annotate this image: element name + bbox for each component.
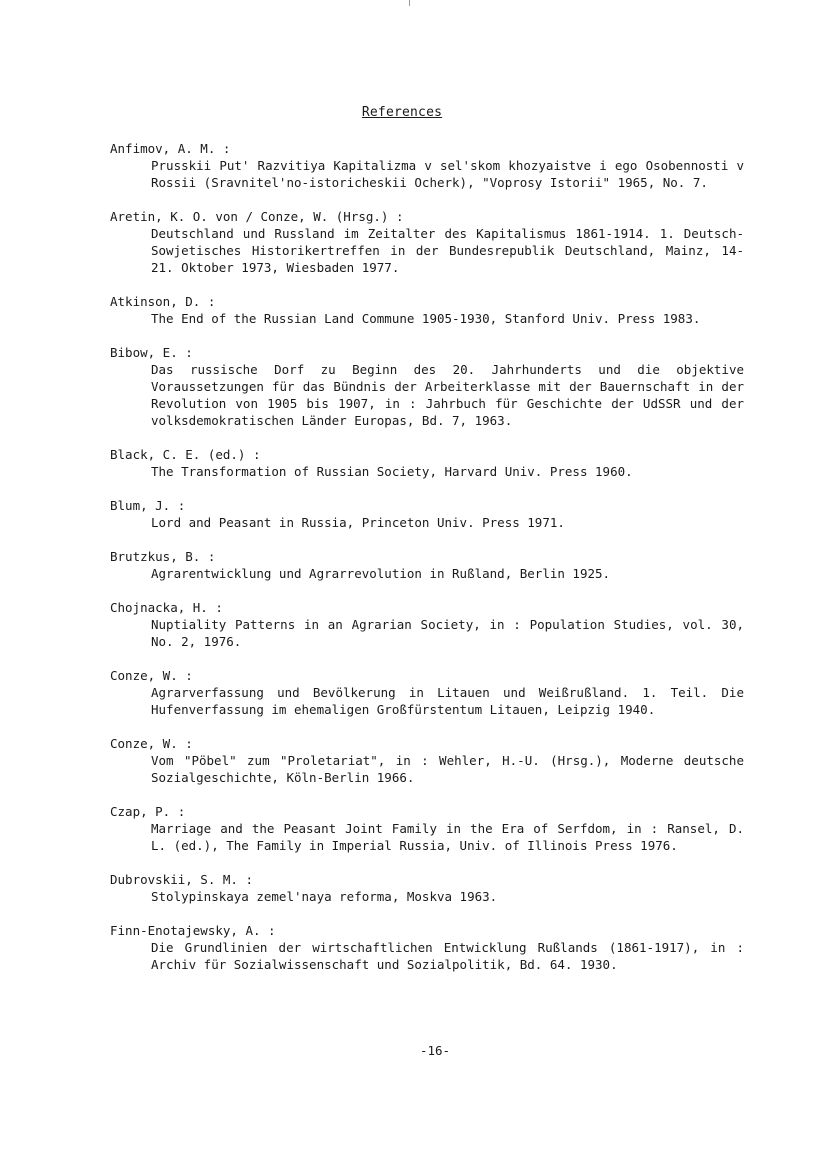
reference-entry	[110, 735, 744, 786]
reference-text: Agrarverfassung und Bevölkerung in Litauen und Weißrußland. 1. Teil. Die Hufenverfassung im ehemaligen Großfürstentum Litauen, Leipzig 1940.	[151, 685, 744, 717]
reference-author: Conze, W. :	[110, 736, 193, 751]
reference-entry	[110, 922, 744, 973]
reference-entry	[110, 293, 744, 327]
reference-text: Marriage and the Peasant Joint Family in the Era of Serfdom, in : Ransel, D. L. (ed.), The Family in Imperial Russia, Univ. of Illinois Press 1976.	[151, 821, 744, 853]
reference-author: Czap, P. :	[110, 804, 186, 819]
reference-author: Blum, J. :	[110, 498, 186, 513]
reference-text: Prusskii Put' Razvitiya Kapitalizma v sel'skom khozyaistve i ego Osobennosti v Rossii (Sravnitel'no-istoricheskii Ocherk), "Voprosy Istorii" 1965, No. 7.	[151, 158, 744, 190]
references-heading: References	[361, 105, 443, 120]
reference-text: The End of the Russian Land Commune 1905-1930, Stanford Univ. Press 1983.	[151, 311, 701, 326]
reference-entry	[110, 208, 744, 276]
reference-author: Bibow, E. :	[110, 345, 193, 360]
reference-entry	[110, 344, 744, 429]
reference-text: Das russische Dorf zu Beginn des 20. Jahrhunderts und die objektive Voraussetzungen für das Bündnis der Arbeiterklasse mit der Bauernschaft in der Revolution von 1905 bis 1907, in : Jahrbuch für Geschichte der UdSSR und der volksdemokratischen Länder Europas, Bd. 7, 1963.	[151, 362, 744, 428]
reference-text: Die Grundlinien der wirtschaftlichen Entwicklung Rußlands (1861-1917), in : Archiv für Sozialwissenschaft und Sozialpolitik, Bd. 64. 1930.	[151, 940, 744, 972]
reference-entry	[110, 140, 744, 191]
reference-text: Lord and Peasant in Russia, Princeton Univ. Press 1971.	[151, 515, 565, 530]
reference-entry	[110, 497, 744, 531]
reference-author: Conze, W. :	[110, 668, 193, 683]
reference-author: Brutzkus, B. :	[110, 549, 216, 564]
scan-speck	[409, 0, 410, 6]
reference-entry	[110, 871, 744, 905]
reference-text: Agrarentwicklung und Agrarrevolution in Rußland, Berlin 1925.	[151, 566, 611, 581]
reference-text: Vom "Pöbel" zum "Proletariat", in : Wehler, H.-U. (Hrsg.), Moderne deutsche Sozialgeschichte, Köln-Berlin 1966.	[151, 753, 744, 785]
reference-entry	[110, 803, 744, 854]
reference-entry	[110, 548, 744, 582]
reference-author: Chojnacka, H. :	[110, 600, 223, 615]
reference-author: Dubrovskii, S. M. :	[110, 872, 253, 887]
reference-author: Aretin, K. O. von / Conze, W. (Hrsg.) :	[110, 209, 404, 224]
reference-author: Atkinson, D. :	[110, 294, 216, 309]
reference-text: Deutschland und Russland im Zeitalter des Kapitalismus 1861-1914. 1. Deutsch-Sowjetisches Historikertreffen in der Bundesrepublik Deutschland, Mainz, 14-21. Oktober 1973, Wiesbaden 1977.	[151, 226, 744, 275]
reference-text: The Transformation of Russian Society, Harvard Univ. Press 1960.	[151, 464, 633, 479]
reference-author: Finn-Enotajewsky, A. :	[110, 923, 276, 938]
reference-entry	[110, 446, 744, 480]
reference-author: Black, C. E. (ed.) :	[110, 447, 261, 462]
reference-author: Anfimov, A. M. :	[110, 141, 231, 156]
references-list	[110, 140, 744, 990]
page-number: -16-	[419, 1043, 451, 1058]
reference-text: Stolypinskaya zemel'naya reforma, Moskva 1963.	[151, 889, 498, 904]
reference-text: Nuptiality Patterns in an Agrarian Society, in : Population Studies, vol. 30, No. 2, 1976.	[151, 617, 744, 649]
reference-entry	[110, 667, 744, 718]
reference-entry	[110, 599, 744, 650]
